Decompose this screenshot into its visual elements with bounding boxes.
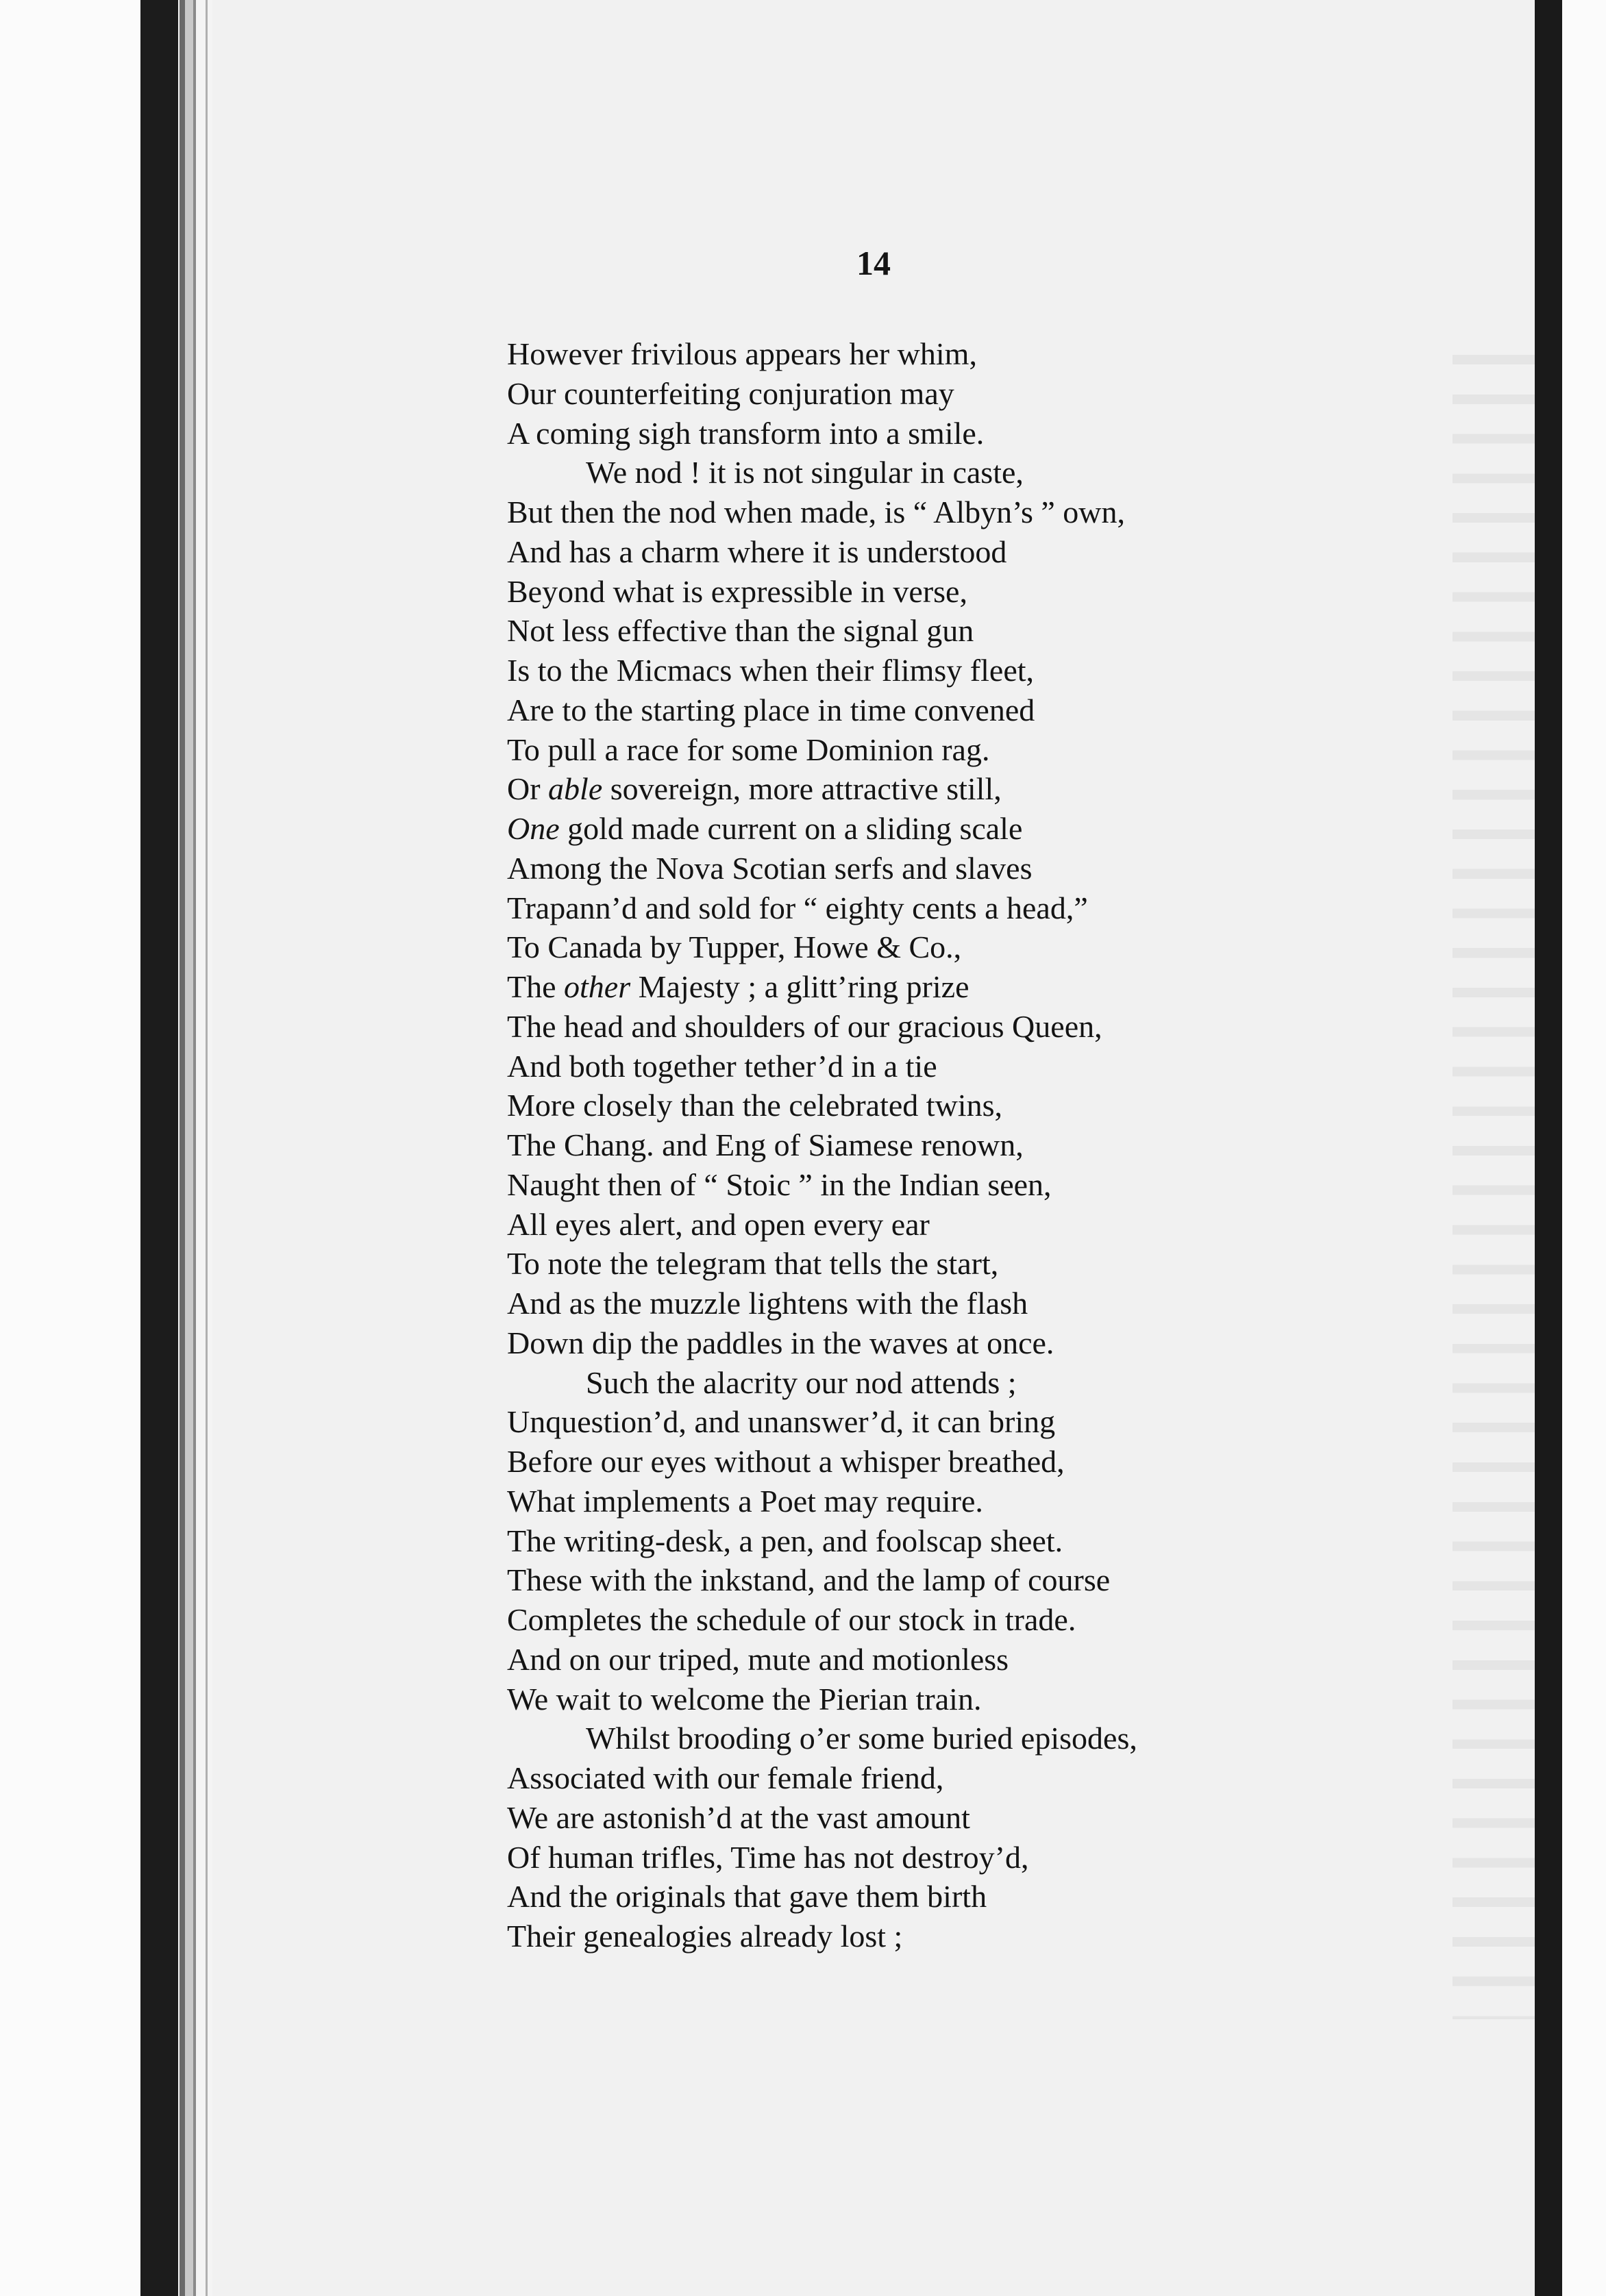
poem-line bbox=[507, 967, 1137, 1007]
poem-line: More closely than the celebrated twins, bbox=[507, 1088, 1002, 1123]
poem-line: These with the inkstand, and the lamp of course bbox=[507, 1562, 1111, 1598]
right-margin bbox=[1562, 0, 1606, 2296]
poem-line: Our counterfeiting conjuration may bbox=[507, 375, 954, 411]
poem-line: Is to the Micmacs when their flimsy fleet, bbox=[507, 653, 1035, 688]
poem-line: And both together tether’d in a tie bbox=[507, 1048, 937, 1084]
italic-word: able bbox=[548, 771, 603, 807]
poem-text bbox=[507, 334, 1137, 1956]
poem-line: And the originals that gave them birth bbox=[507, 1879, 987, 1914]
book-page bbox=[212, 0, 1535, 2296]
poem-line: Associated with our female friend, bbox=[507, 1760, 944, 1795]
page-number: 14 bbox=[856, 244, 891, 282]
poem-line: What implements a Poet may require. bbox=[507, 1483, 983, 1519]
poem-line: Trapann’d and sold for “ eighty cents a head,” bbox=[507, 890, 1088, 925]
italic-word: other bbox=[564, 969, 631, 1004]
poem-line: Whilst brooding o’er some buried episodes, bbox=[586, 1721, 1137, 1756]
poem-line: And has a charm where it is understood bbox=[507, 534, 1007, 569]
page-edge-line bbox=[206, 0, 208, 2296]
poem-line: To pull a race for some Dominion rag. bbox=[507, 732, 990, 767]
poem-line: Are to the starting place in time convened bbox=[507, 692, 1035, 727]
poem-line: And as the muzzle lightens with the flash bbox=[507, 1286, 1028, 1321]
binding-edge bbox=[140, 0, 178, 2296]
poem-line: Among the Nova Scotian serfs and slaves bbox=[507, 850, 1033, 886]
poem-line: Of human trifles, Time has not destroy’d, bbox=[507, 1839, 1029, 1875]
line-text: The bbox=[507, 969, 565, 1004]
poem-line: But then the nod when made, is “ Albyn’s ” own, bbox=[507, 495, 1125, 529]
poem-line: Beyond what is expressible in verse, bbox=[507, 573, 967, 609]
poem-line: Down dip the paddles in the waves at once. bbox=[507, 1325, 1054, 1360]
poem-line bbox=[507, 809, 1137, 849]
poem-line: Completes the schedule of our stock in trade. bbox=[507, 1602, 1076, 1637]
poem-line: Before our eyes without a whisper breathed, bbox=[507, 1444, 1065, 1479]
line-text: gold made current on a sliding scale bbox=[559, 811, 1023, 846]
poem-line: The writing-desk, a pen, and foolscap sheet. bbox=[507, 1523, 1063, 1558]
poem-line: And on our triped, mute and motionless bbox=[507, 1641, 1009, 1677]
poem-line: All eyes alert, and open every ear bbox=[507, 1206, 930, 1242]
poem-line: To note the telegram that tells the start, bbox=[507, 1246, 999, 1282]
poem-line: We nod ! it is not singular in caste, bbox=[586, 455, 1024, 490]
poem-line: The Chang. and Eng of Siamese renown, bbox=[507, 1127, 1024, 1162]
poem-line: We wait to welcome the Pierian train. bbox=[507, 1681, 982, 1717]
page-edge-line bbox=[180, 0, 185, 2296]
poem-line: A coming sigh transform into a smile. bbox=[507, 415, 985, 451]
page-edge-shadow bbox=[185, 0, 193, 2296]
poem-line: We are astonish’d at the vast amount bbox=[507, 1799, 970, 1835]
line-text: Majesty ; a glitt’ring prize bbox=[630, 969, 969, 1004]
right-edge bbox=[1535, 0, 1562, 2296]
poem-line bbox=[507, 769, 1137, 809]
line-text: Or bbox=[507, 771, 549, 807]
poem-line: Not less effective than the signal gun bbox=[507, 613, 974, 649]
page-edge-line bbox=[193, 0, 196, 2296]
italic-word: One bbox=[507, 811, 560, 846]
poem-line: Unquestion’d, and unanswer’d, it can bring bbox=[507, 1404, 1056, 1440]
poem-line: To Canada by Tupper, Howe & Co., bbox=[507, 929, 962, 965]
left-margin bbox=[0, 0, 140, 2296]
line-text: sovereign, more attractive still, bbox=[602, 771, 1002, 807]
poem-line: However frivilous appears her whim, bbox=[507, 336, 977, 371]
poem-line: Their genealogies already lost ; bbox=[507, 1919, 903, 1954]
poem-line: The head and shoulders of our gracious Queen, bbox=[507, 1008, 1102, 1044]
poem-line: Naught then of “ Stoic ” in the Indian seen, bbox=[507, 1166, 1052, 1202]
poem-line: Such the alacrity our nod attends ; bbox=[586, 1364, 1017, 1400]
